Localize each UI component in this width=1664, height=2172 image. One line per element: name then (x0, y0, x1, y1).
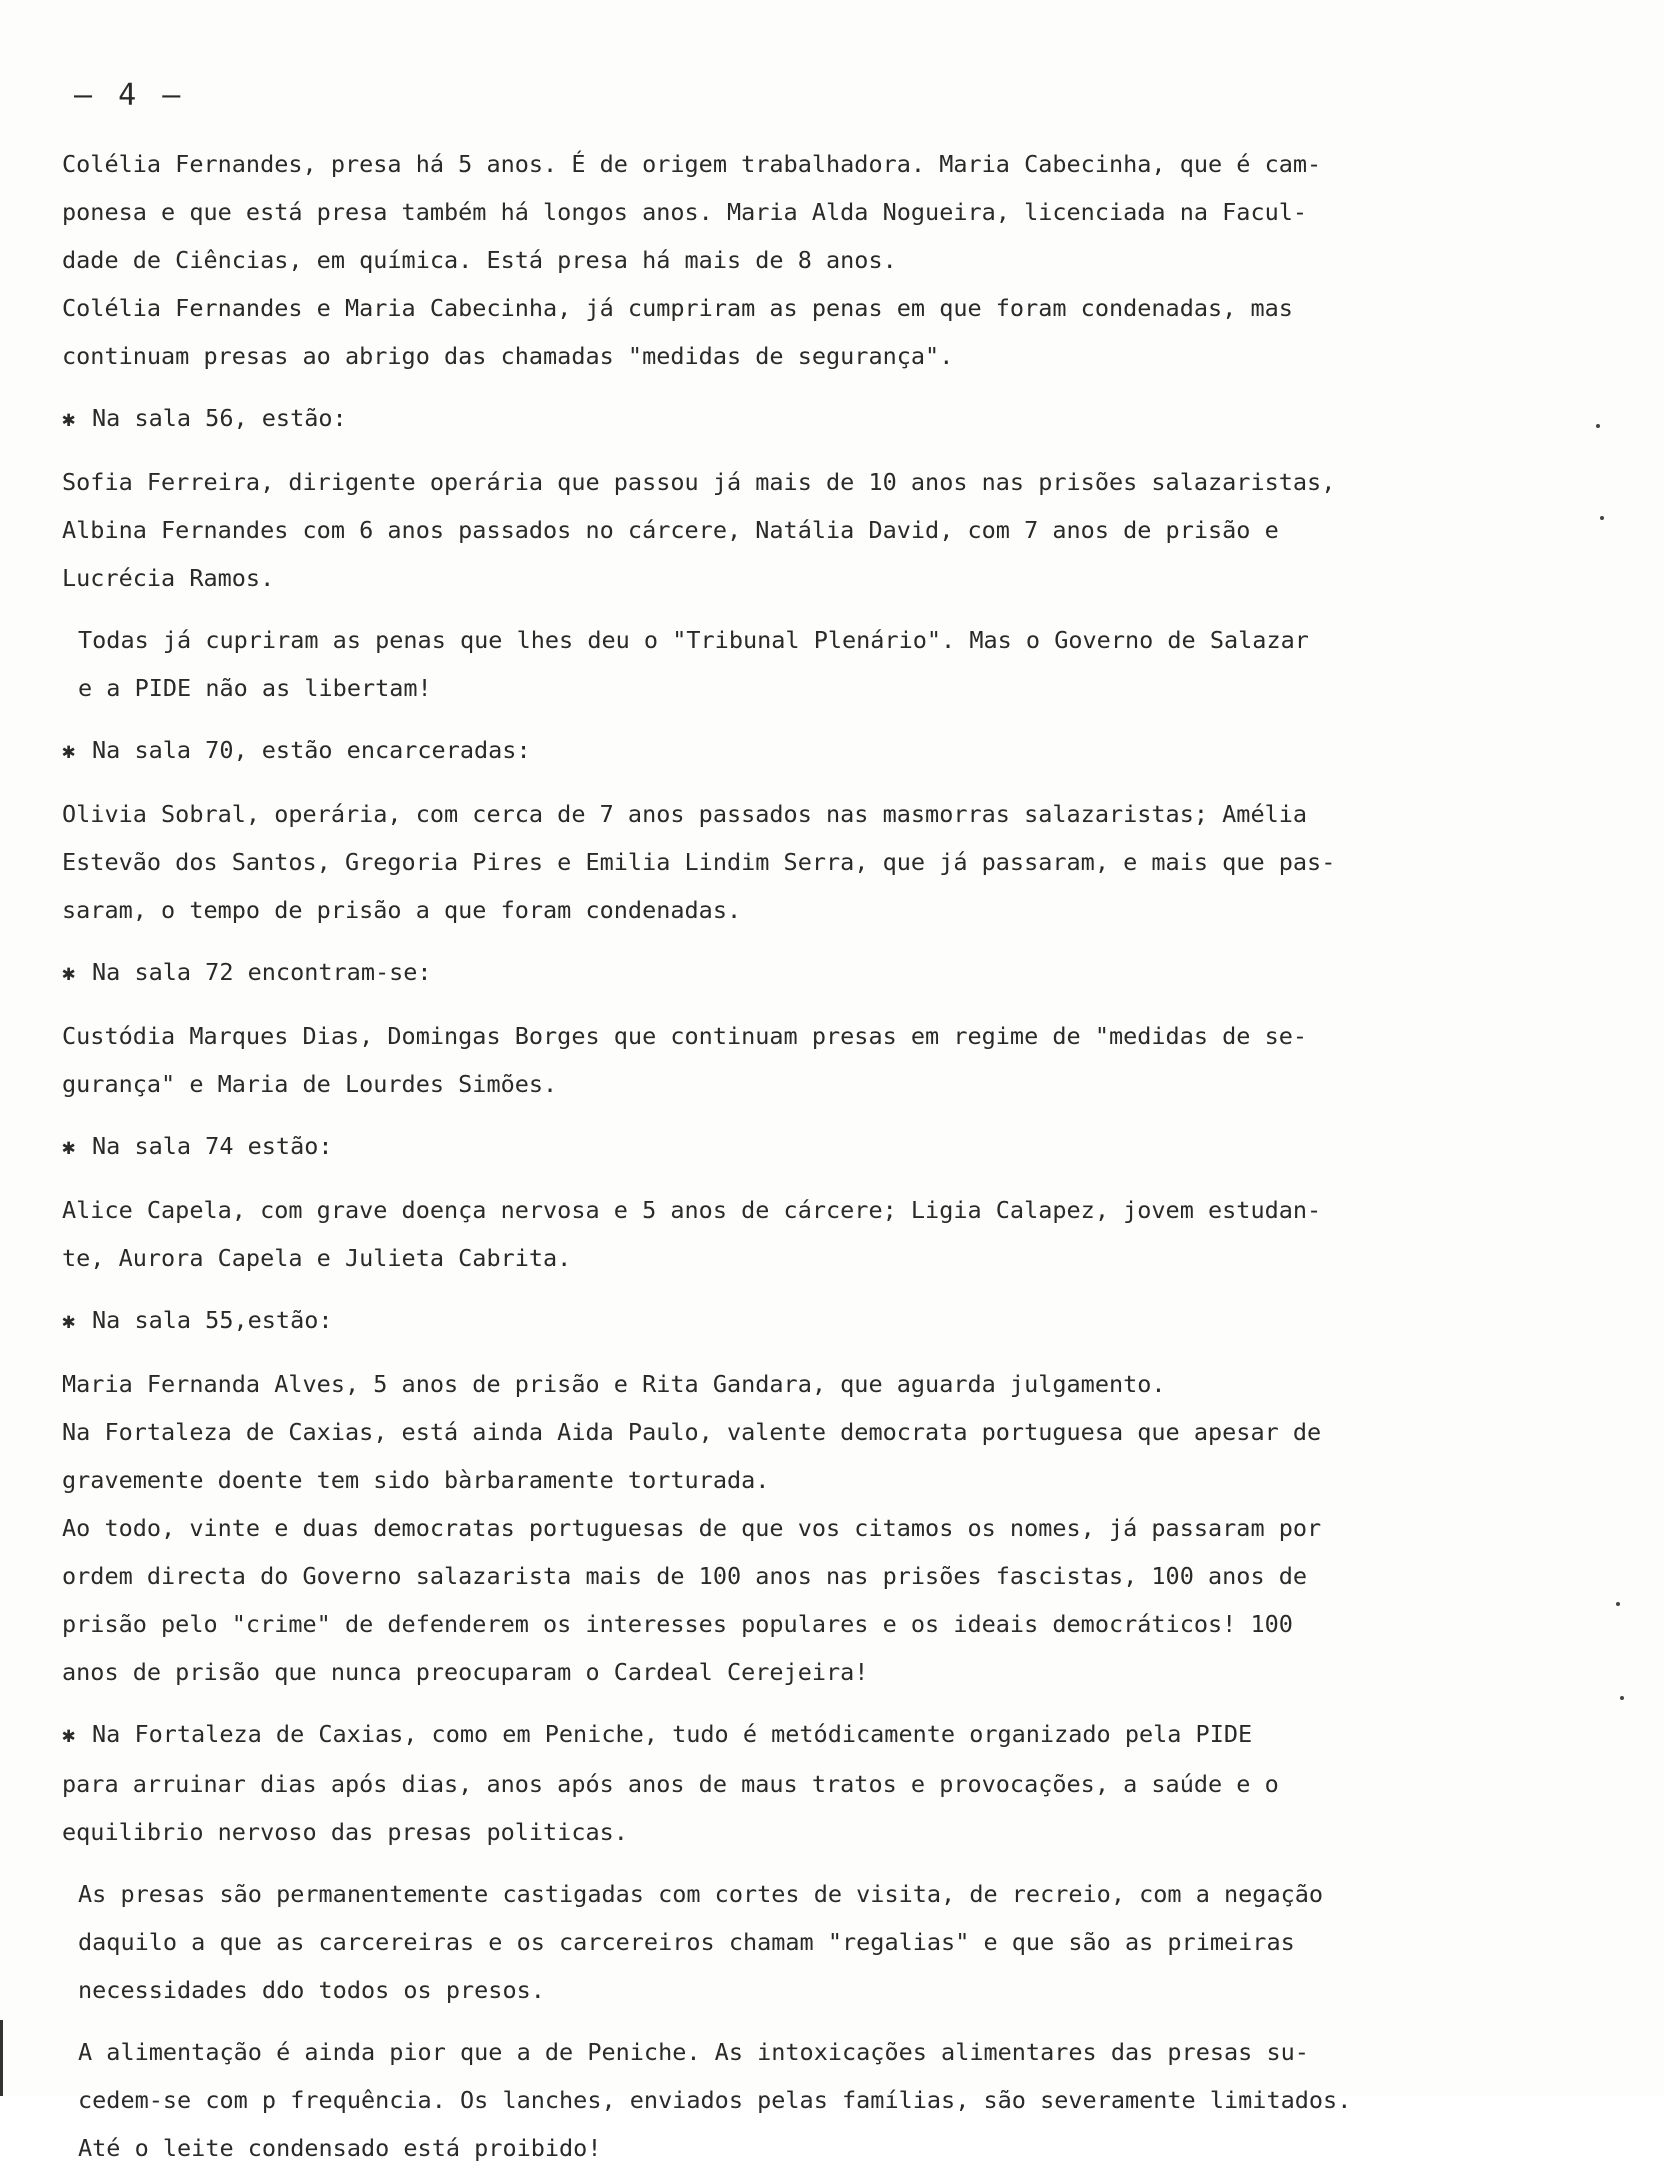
ink-speck (1620, 1696, 1624, 1700)
asterisk-icon: ✱ (62, 739, 76, 764)
paragraph (62, 790, 1502, 934)
paragraph-gap (62, 776, 1502, 790)
text-line: daquilo a que as carcereiras e os carcereiros chamam "regalias" e que são as primeiras (78, 1928, 1295, 1956)
heading-text: Na sala 70, estão encarceradas: (92, 736, 531, 764)
heading-text: Na sala 55,estão: (92, 1306, 333, 1334)
paragraph-gap (62, 712, 1502, 726)
paragraph-gap (62, 998, 1502, 1012)
text-line: A alimentação é ainda pior que a de Peniche. As intoxicações alimentares das presas su- (78, 2038, 1309, 2066)
text-line: saram, o tempo de prisão a que foram condenadas. (62, 896, 742, 924)
paragraph-gap (62, 2014, 1502, 2028)
paragraph (62, 616, 1502, 712)
paragraph-gap (62, 934, 1502, 948)
text-line: Sofia Ferreira, dirigente operária que passou já mais de 10 anos nas prisões salazaristas, (62, 468, 1336, 496)
text-line: Custódia Marques Dias, Domingas Borges que continuam presas em regime de "medidas de se- (62, 1022, 1308, 1050)
paragraph-gap (62, 1856, 1502, 1870)
paragraph (62, 1186, 1502, 1282)
ink-speck (1616, 1602, 1620, 1606)
text-line: continuam presas ao abrigo das chamadas "medidas de segurança". (62, 342, 954, 370)
paragraph (62, 2028, 1502, 2172)
text-line: Alice Capela, com grave doença nervosa e 5 anos de cárcere; Ligia Calapez, jovem estudan- (62, 1196, 1322, 1224)
text-line: Até o leite condensado está proibido! (78, 2134, 602, 2162)
text-line: cedem-se com p frequência. Os lanches, enviados pelas famílias, são severamente limitados. (78, 2086, 1352, 2114)
text-line: e a PIDE não as libertam! (78, 674, 432, 702)
paragraph (62, 1710, 1502, 1856)
asterisk-icon: ✱ (62, 1309, 76, 1334)
text-line: gravemente doente tem sido bàrbaramente torturada. (62, 1466, 770, 1494)
text-line: ordem directa do Governo salazarista mais de 100 anos nas prisões fascistas, 100 anos de (62, 1562, 1308, 1590)
text-line (62, 1710, 1502, 1760)
asterisk-icon: ✱ (62, 1723, 76, 1748)
paragraph-gap (62, 602, 1502, 616)
text-line: Maria Fernanda Alves, 5 anos de prisão e Rita Gandara, que aguarda julgamento. (62, 1370, 1166, 1398)
text-line: Todas já cupriram as penas que lhes deu o "Tribunal Plenário". Mas o Governo de Salazar (78, 626, 1309, 654)
asterisk-icon: ✱ (62, 407, 76, 432)
paragraph (62, 458, 1502, 602)
room-heading (62, 1296, 1502, 1346)
room-heading (62, 394, 1502, 444)
paragraph-gap (62, 1108, 1502, 1122)
paragraph (62, 1870, 1502, 2014)
margin-mark (0, 2020, 3, 2096)
text-line: dade de Ciências, em química. Está presa há mais de 8 anos. (62, 246, 897, 274)
text-line: Colélia Fernandes, presa há 5 anos. É de origem trabalhadora. Maria Cabecinha, que é cam- (62, 150, 1322, 178)
text-line: Ao todo, vinte e duas democratas portuguesas de que vos citamos os nomes, já passaram por (62, 1514, 1322, 1542)
text-line: para arruinar dias após dias, anos após anos de maus tratos e provocações, a saúde e o (62, 1770, 1279, 1798)
ink-speck (1596, 424, 1600, 428)
paragraph (62, 140, 1502, 380)
heading-text: Na sala 56, estão: (92, 404, 347, 432)
paragraph-gap (62, 1346, 1502, 1360)
document-body (62, 140, 1502, 2172)
paragraph-gap (62, 1172, 1502, 1186)
heading-text: Na sala 72 encontram-se: (92, 958, 432, 986)
text-line: Estevão dos Santos, Gregoria Pires e Emilia Lindim Serra, que já passaram, e mais que pas- (62, 848, 1336, 876)
text-line: Albina Fernandes com 6 anos passados no cárcere, Natália David, com 7 anos de prisão e (62, 516, 1279, 544)
text-line: gurança" e Maria de Lourdes Simões. (62, 1070, 558, 1098)
asterisk-icon: ✱ (62, 961, 76, 986)
text-line: prisão pelo "crime" de defenderem os interesses populares e os ideais democráticos! 100 (62, 1610, 1293, 1638)
text-line: te, Aurora Capela e Julieta Cabrita. (62, 1244, 572, 1272)
text-line: Lucrécia Ramos. (62, 564, 275, 592)
room-heading (62, 726, 1502, 776)
text-line: Na Fortaleza de Caxias, está ainda Aida Paulo, valente democrata portuguesa que apesar de (62, 1418, 1322, 1446)
text-line: equilibrio nervoso das presas politicas. (62, 1818, 628, 1846)
heading-text: Na sala 74 estão: (92, 1132, 333, 1160)
paragraph-gap (62, 1696, 1502, 1710)
ink-speck (1600, 516, 1604, 520)
paragraph-gap (62, 444, 1502, 458)
asterisk-icon: ✱ (62, 1135, 76, 1160)
room-heading (62, 948, 1502, 998)
paragraph (62, 1360, 1502, 1696)
page-number: – 4 – (74, 78, 185, 113)
text-line: As presas são permanentemente castigadas com cortes de visita, de recreio, com a negação (78, 1880, 1324, 1908)
paragraph-gap (62, 380, 1502, 394)
text-line: necessidades ddo todos os presos. (78, 1976, 545, 2004)
text-line: Olivia Sobral, operária, com cerca de 7 anos passados nas masmorras salazaristas; Amélia (62, 800, 1308, 828)
room-heading (62, 1122, 1502, 1172)
text-line: Colélia Fernandes e Maria Cabecinha, já cumpriram as penas em que foram condenadas, mas (62, 294, 1293, 322)
paragraph-gap (62, 1282, 1502, 1296)
line-text: Na Fortaleza de Caxias, como em Peniche, tudo é metódicamente organizado pela PIDE (92, 1720, 1253, 1748)
text-line: anos de prisão que nunca preocuparam o Cardeal Cerejeira! (62, 1658, 869, 1686)
paragraph (62, 1012, 1502, 1108)
text-line: ponesa e que está presa também há longos anos. Maria Alda Nogueira, licenciada na Facul- (62, 198, 1308, 226)
